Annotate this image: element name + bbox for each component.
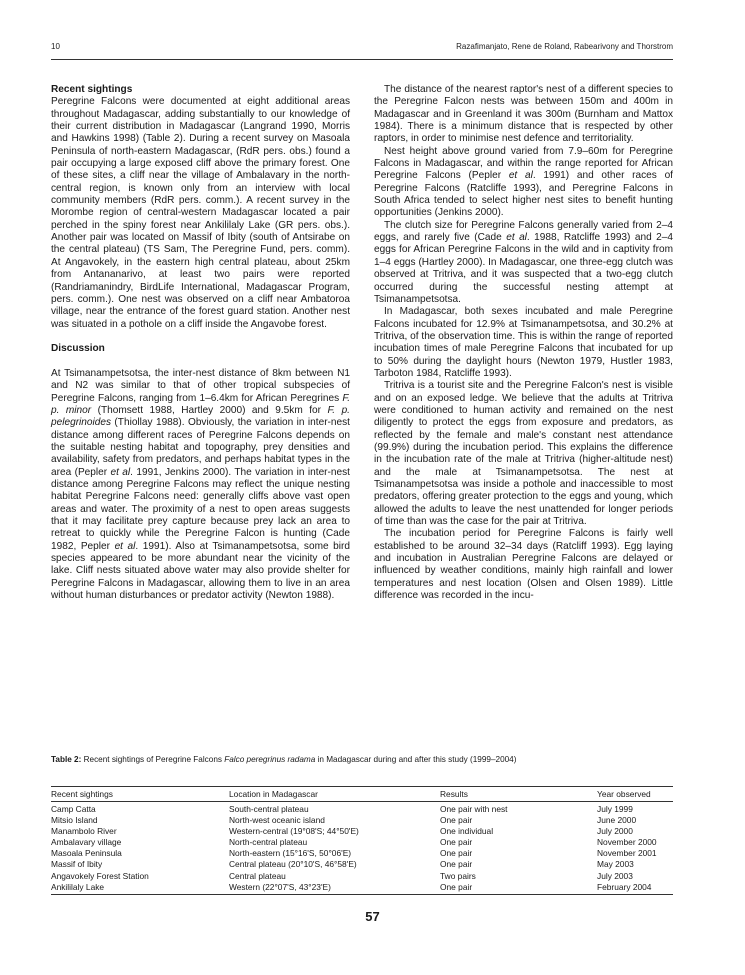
cell-result: One pair [440, 815, 473, 826]
cell-sighting: Mitsio Island [51, 815, 98, 826]
table-row [51, 859, 673, 870]
header-page-number: 10 [51, 42, 60, 51]
cell-result: One pair [440, 837, 473, 848]
cell-result: Two pairs [440, 870, 476, 881]
discussion-paragraph-4: The clutch size for Peregrine Falcons generally varied from 2–4 eggs, and rarely five (Cade et al. 1988, Ratcliffe 1993) and 2–4 eggs for African Peregrine Falcons in the wild and in captivity from 1–4 eggs (Hartley 2000). In Madagascar, one three-egg clutch was observed at Tritriva, and it was suspected that a two-egg clutch occurred during the successful nesting attempt at Tsimanampetsotsa. [374, 219, 673, 305]
table-row [51, 848, 673, 859]
discussion-paragraph-5: In Madagascar, both sexes incubated and male Peregrine Falcons incubated for 12.9% at Tsimanampetsotsa, and 30.2% at Tritriva, of the observation time. This is within the range of reported incubation times of male Peregrine Falcons that incubated for up to 50% during the daylight hours (Newton 1979, Hustler 1983, Tarboton 1984, Ratcliffe 1993). [374, 306, 673, 379]
col-header-location: Location in Madagascar [229, 789, 318, 799]
cell-result: One individual [440, 826, 494, 837]
cell-year: July 2000 [597, 826, 633, 837]
discussion-paragraph-2: The distance of the nearest raptor's nest of a different species to the Peregrine Falcon nests was between 150m and 400m in Madagascar and in Greenland it was 300m (Burnham and Mattox 1984). There is a minimum distance that is respected by other raptors, in order to minimise nest defence and territoriality. [374, 84, 673, 145]
cell-result: One pair [440, 859, 473, 870]
header-rule [51, 59, 673, 60]
cell-result: One pair [440, 881, 473, 892]
cell-year: July 1999 [597, 804, 633, 814]
cell-location: North-west oceanic island [229, 815, 325, 826]
cell-year: June 2000 [597, 815, 637, 826]
header-authors: Razafimanjato, Rene de Roland, Rabearivony and Thorstrom [456, 42, 673, 51]
table-body [51, 804, 673, 893]
recent-sightings-paragraph: Peregrine Falcons were documented at eight additional areas throughout Madagascar, adding substantially to our knowledge of their current distribution in Madagascar (Langrand 1990, Morris and Hawkins 1998) (Table 2). During a recent survey on Masoala Peninsula of north-eastern Madagascar, (RdR pers. obs.) found a pair occupying a large exposed cliff above the primary forest. One of these sites, a cliff near the village of Ambalavary in the north-central region, is known only from an interview with local community members (RdR pers. comm.). A recent survey in the Morombe region of central-western Madagascar located a pair perched in the spiny forest near Ankililaly Lake (GR pers. obs.). Another pair was located on Massif of Ibity (south of Antsirabe on the central plateau) (TS Sam, The Peregrine Fund, pers. comm). At Angavokely, in the eastern high central plateau, about 25km from Antananarivo, at least two pairs were reported (Randriamanindry, BirdLife International, Madagascar Program, pers. comm.). One nest was observed on a cliff near Ambatoroa village, near the entrance of the forest guard station. Another nest was situated in a pothole on a cliff inside the Angavobe forest. [51, 96, 350, 330]
discussion-heading: Discussion [51, 343, 105, 355]
table-header-rule [51, 801, 673, 802]
cell-result: One pair with nest [440, 804, 508, 814]
col-header-sightings: Recent sightings [51, 789, 113, 799]
table-row [51, 882, 673, 893]
cell-year: February 2004 [597, 881, 652, 892]
table-header [51, 789, 673, 800]
cell-sighting: Masoala Peninsula [51, 848, 122, 859]
cell-location: Central plateau (20°10'S, 46°58'E) [229, 859, 357, 870]
discussion-paragraph-6: Tritriva is a tourist site and the Peregrine Falcon's nest is visible and on an exposed ledge. We believe that the adults at Tritriva were conditioned to human activity and remained on the nest diligently to protect the eggs from exposure and predators, as reflected by the female and male's constant nest attendance (99.9%) during the incubation period. This explains the difference in the incubation rate of the male at Tritriva (higher-altitude nest) and the male at Tsimanampetsotsa. The nest at Tsimanampetsotsa was inside a pothole and inaccessible to most predators, offering greater protection to the eggs and young, which allowed the adults to leave the nest unattended for longer periods of time than was the case for the pair at Tritriva. [374, 380, 673, 528]
table-bottom-rule [51, 894, 673, 895]
right-column [374, 84, 673, 602]
table-row [51, 837, 673, 848]
table-row [51, 871, 673, 882]
cell-year: November 2001 [597, 848, 657, 859]
recent-sightings-heading: Recent sightings [51, 84, 133, 95]
table-caption: Table 2: Recent sightings of Peregrine Falcons Falco peregrinus radama in Madagascar during and after this study (1999–2004) [51, 755, 517, 764]
cell-location: Western-central (19°08'S; 44°50'E) [229, 826, 359, 837]
cell-location: South-central plateau [229, 804, 309, 814]
cell-location: North-eastern (15°16'S, 50°06'E) [229, 848, 352, 859]
cell-sighting: Ankililaly Lake [51, 881, 105, 892]
cell-sighting: Ambalavary village [51, 837, 122, 848]
cell-sighting: Massif of Ibity [51, 859, 103, 870]
cell-location: North-central plateau [229, 837, 308, 848]
footer-page-number: 57 [365, 909, 380, 924]
cell-location: Central plateau [229, 870, 286, 881]
table-top-rule [51, 786, 673, 787]
table-header-row [51, 789, 673, 800]
discussion-paragraph-7: The incubation period for Peregrine Falcons is fairly well established to be around 32–34 days (Ratcliff 1993). Egg laying and incubation in Australian Peregrine Falcons are delayed or influenced by weather conditions, mainly high rainfall and lower temperatures and nest location (Olsen and Olsen 1989). Little difference was recorded in the incu- [374, 528, 673, 602]
table-row [51, 815, 673, 826]
table-row [51, 826, 673, 837]
cell-sighting: Camp Catta [51, 804, 96, 814]
cell-sighting: Manambolo River [51, 826, 117, 837]
cell-sighting: Angavokely Forest Station [51, 870, 149, 881]
cell-location: Western (22°07'S, 43°23'E) [229, 881, 331, 892]
col-header-year: Year observed [597, 789, 651, 799]
cell-year: July 2003 [597, 870, 633, 881]
left-column [51, 84, 350, 602]
discussion-paragraph-3: Nest height above ground varied from 7.9–60m for Peregrine Falcons in Madagascar, and within the range reported for African Peregrine Falcons (Pepler et al. 1991) and other races of Peregrine Falcons (Ratcliffe 1993), and Peregrine Falcons in South Africa tended to select higher nest sites to benefit hunting opportunities (Jenkins 2000). [374, 145, 673, 219]
cell-year: May 2003 [597, 859, 634, 870]
cell-result: One pair [440, 848, 473, 859]
cell-year: November 2000 [597, 837, 657, 848]
discussion-paragraph-1: At Tsimanampetsotsa, the inter-nest distance of 8km between N1 and N2 was similar to that of other tropical subspecies of Peregrine Falcons, ranging from 1–6.4km for African Peregrines F. p. minor (Thomsett 1988, Hartley 2000) and 9.5km for F. p. pelegrinoides (Thiollay 1988). Obviously, the variation in inter-nest distance among different races of Peregrine Falcons depends on the suitable nesting habitat and topography, prey densities and availability, safety from predators, and perhaps habitat types in the area (Pepler et al. 1991, Jenkins 2000). The variation in inter-nest distance among Peregrine Falcons may reflect the unique nesting habitat Peregrine Falcons need: generally cliffs above vast open areas and water. The proximity of a nest to open areas suggests that it may facilitate prey capture because prey lack an area to retreat to quickly while the Peregrine Falcon is hunting (Cade 1982, Pepler et al. 1991). Also at Tsimanampetsotsa, some bird species appeared to be more abundant near the vicinity of the lake. Cliff nests situated above water may also provide shelter for Peregrine Falcons in Madagascar, allowing them to live in an area without human disturbances or predator activity (Newton 1988). [51, 367, 350, 602]
col-header-results: Results [440, 789, 468, 799]
table-row [51, 804, 673, 815]
